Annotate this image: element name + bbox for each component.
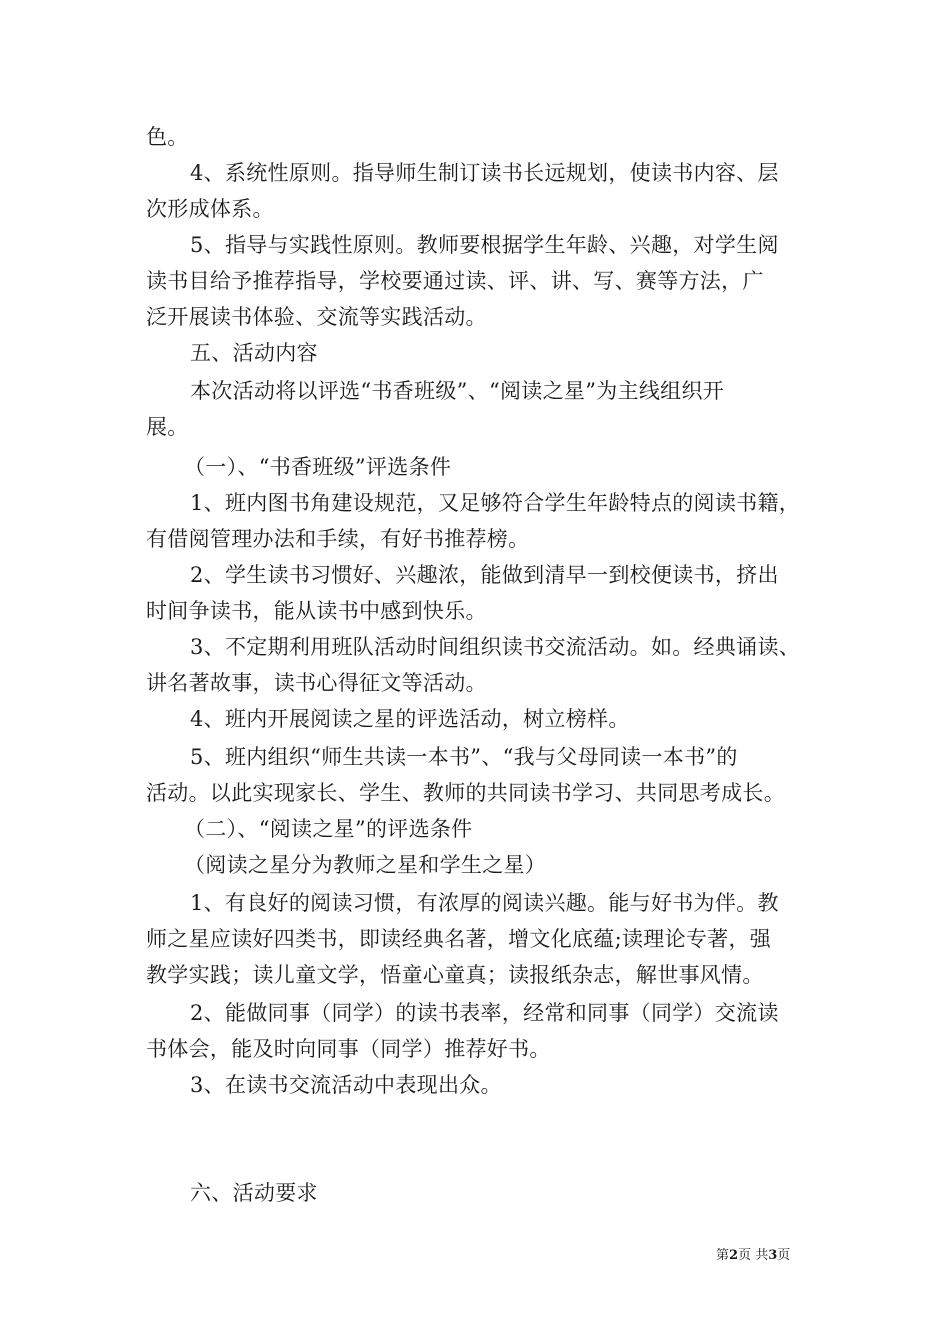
text-line: 本次活动将以评选“书香班级”、“阅读之星”为主线组织开 xyxy=(190,379,725,403)
section-heading: 五、活动内容 xyxy=(190,341,318,365)
text-line: （阅读之星分为教师之星和学生之星） xyxy=(184,853,547,877)
text-line: 有借阅管理办法和手续，有好书推荐榜。 xyxy=(146,527,530,551)
text-line: 4、系统性原则。指导师生制订读书长远规划，使读书内容、层 xyxy=(190,161,779,185)
text-line: 3、不定期利用班队活动时间组织读书交流活动。如。经典诵读、 xyxy=(190,635,801,659)
text-line: 2、能做同事（同学）的读书表率，经常和同事（同学）交流读 xyxy=(190,1001,779,1025)
text-line: 3、在读书交流活动中表现出众。 xyxy=(190,1073,502,1097)
text-line: 读书目给予推荐指导，学校要通过读、评、讲、写、赛等方法，广 xyxy=(146,269,764,293)
text-line: 时间争读书，能从读书中感到快乐。 xyxy=(146,599,487,623)
text-line: 2、学生读书习惯好、兴趣浓，能做到清早一到校便读书，挤出 xyxy=(190,563,779,587)
text-line: 师之星应读好四类书，即读经典名著，增文化底蕴;读理论专著，强 xyxy=(146,927,772,951)
section-heading: 六、活动要求 xyxy=(190,1181,318,1205)
footer-suffix: 页 xyxy=(777,1248,791,1263)
footer-total-pages: 3 xyxy=(768,1248,778,1263)
text-line: 5、班内组织“师生共读一本书”、“我与父母同读一本书”的 xyxy=(190,745,738,769)
text-line: 色。 xyxy=(146,125,189,149)
text-line: 教学实践；读儿童文学，悟童心童真；读报纸杂志，解世事风情。 xyxy=(146,963,764,987)
text-line: 5、指导与实践性原则。教师要根据学生年龄、兴趣，对学生阅 xyxy=(190,233,779,257)
text-line: 1、有良好的阅读习惯，有浓厚的阅读兴趣。能与好书为伴。教 xyxy=(190,891,779,915)
text-line: 1、班内图书角建设规范，又足够符合学生年龄特点的阅读书籍， xyxy=(190,491,801,515)
text-line: 书体会，能及时向同事（同学）推荐好书。 xyxy=(146,1037,551,1061)
text-line: 活动。以此实现家长、学生、教师的共同读书学习、共同思考成长。 xyxy=(146,781,785,805)
text-line: 次形成体系。 xyxy=(146,197,274,221)
text-line: 4、班内开展阅读之星的评选活动，树立榜样。 xyxy=(190,707,630,731)
footer-page-number: 2 xyxy=(729,1248,739,1263)
text-line: 展。 xyxy=(146,415,189,439)
text-line: 泛开展读书体验、交流等实践活动。 xyxy=(146,305,487,329)
footer-prefix: 第 xyxy=(716,1248,730,1263)
subsection-heading: （一）、“书香班级”评选条件 xyxy=(184,455,452,479)
text-line: 讲名著故事，读书心得征文等活动。 xyxy=(146,671,487,695)
subsection-heading: （二）、“阅读之星”的评选条件 xyxy=(184,817,473,841)
footer-middle: 页 共 xyxy=(738,1248,769,1263)
page-footer xyxy=(716,1247,790,1265)
